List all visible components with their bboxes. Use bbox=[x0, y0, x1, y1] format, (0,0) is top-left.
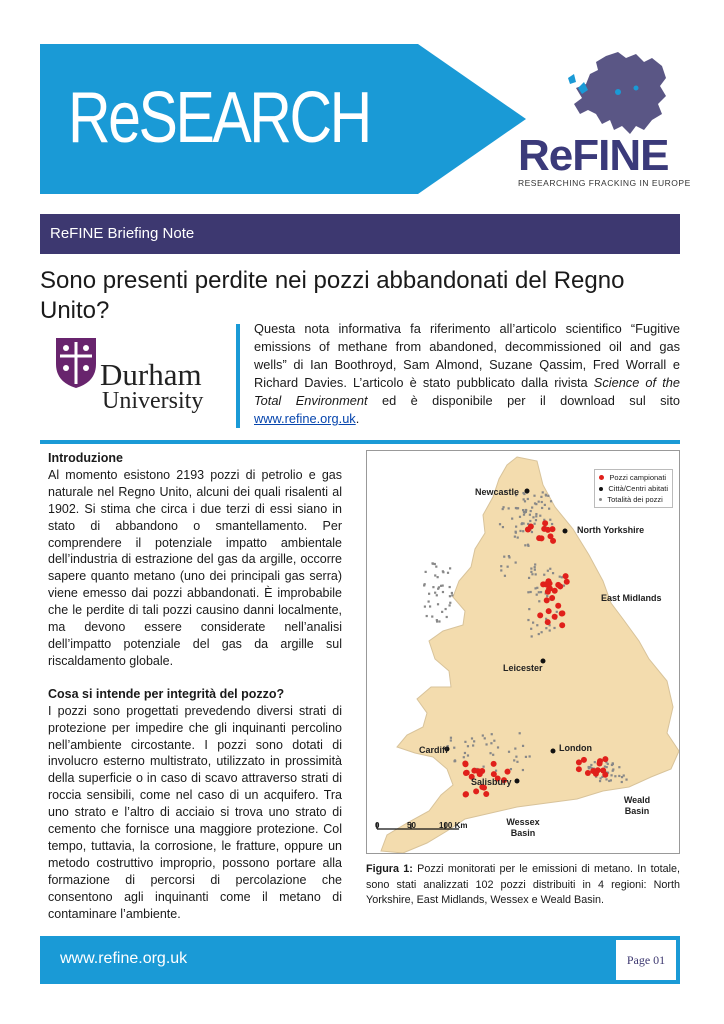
label-north-yorkshire: North Yorkshire bbox=[577, 525, 645, 535]
scale-100: 100 Km bbox=[439, 821, 468, 830]
intro-accent-bar bbox=[236, 324, 240, 428]
footer-bar bbox=[40, 936, 680, 984]
label-wessex-basin: Wessex Basin bbox=[506, 817, 540, 838]
banner-title: ReSEARCH bbox=[68, 78, 370, 158]
legend-towns: Città/Centri abitati bbox=[608, 484, 668, 493]
research-banner bbox=[40, 44, 526, 194]
caption-text: Pozzi monitorati per le emissioni di metano. In totale, sono stati analizzati 102 pozzi distribuiti in 4 regioni: North Yorkshire, East Midlands, Wessex e Weald Basin. bbox=[366, 863, 680, 906]
intro-paragraph bbox=[254, 320, 680, 428]
section-heading: Cosa si intende per integrità del pozzo? bbox=[48, 686, 285, 701]
durham-university-word: University bbox=[102, 388, 204, 414]
scale-50: 50 bbox=[407, 821, 416, 830]
label-weald-basin: Weald Basin bbox=[623, 795, 651, 816]
map-legend bbox=[594, 469, 673, 508]
section-body: I pozzi sono progettati prevedendo diversi strati di protezione per impedire che gli inquinanti percolino nell’ambiente circostante. I pozzi sono dotati di involucro esterno multistrato, utilizzato in prossimità della superficie o in caso di scavo attraverso strati di roccia sensibili, come nel caso di un acquifero. Tra uno strato e l’altro di acciaio si trova uno strato di cemento che fornisce una maggiore protezione. Col tempo, tuttavia, la corrosione, le fratture, oppure un metodo costruttivo improprio, possono portare alla formazione di percorsi di percolazione che consentono agli inquinanti come il metano di contaminare l’ambiente. bbox=[48, 703, 342, 921]
section-body: Al momento esistono 2193 pozzi di petrolio e gas naturale nel Regno Unito, alcuni dei quali risalenti al 1902. Si stima che circa i due terzi di essi siano in stato di abbandono o smantellamento. Per comprendere il potenziale impatto ambientale dell’industria di estrazione del gas da argille, occorre sapere quanto metano (uno dei principali gas serra) viene emesso dai pozzi abbandonati. È improbabile che le perdite di tali pozzi causino danni localmente, ma devono essere considerate nell’analisi dell’impatto potenziale del gas da argille sul riscaldamento globale. bbox=[48, 467, 342, 668]
page-title: Sono presenti perdite nei pozzi abbandonati del Regno Unito? bbox=[40, 267, 625, 324]
refine-website-link[interactable]: www.refine.org.uk bbox=[254, 411, 356, 426]
intro-text-2: ed è disponibile per il download sul sito bbox=[367, 393, 680, 408]
europe-map-logo-icon bbox=[566, 48, 676, 138]
map-scale-bar bbox=[375, 821, 485, 831]
label-london: London bbox=[559, 743, 592, 753]
refine-logo-subtitle: RESEARCHING FRACKING IN EUROPE bbox=[518, 178, 691, 188]
body-column bbox=[48, 450, 342, 938]
intro-period: . bbox=[355, 411, 360, 426]
caption-label: Figura 1: bbox=[366, 863, 413, 875]
legend-sampled: Pozzi campionati bbox=[609, 473, 667, 482]
england-wales-map bbox=[367, 451, 680, 854]
intro-text: Questa nota informativa fa riferimento all’articolo scientifico “Fugitive emissions of methane from abandoned, decommissioned oil and gas wells” di Ian Boothroyd, Sam Almond, Suzane Qassim, Fred Worrall e Richard Davies. L’articolo è stato pubblicato dalla rivista bbox=[254, 321, 680, 390]
figure-caption bbox=[366, 862, 680, 909]
legend-all-wells: Totalità dei pozzi bbox=[607, 495, 663, 504]
label-east-midlands: East Midlands bbox=[601, 593, 662, 603]
journal-name: Science of the Total Environment bbox=[254, 375, 680, 408]
durham-shield-icon bbox=[56, 338, 96, 388]
label-leicester: Leicester bbox=[503, 663, 543, 673]
label-salisbury: Salisbury bbox=[471, 777, 512, 787]
page-number: Page 01 bbox=[616, 940, 676, 980]
label-cardiff: Cardiff bbox=[419, 745, 448, 755]
briefing-note-bar: ReFINE Briefing Note bbox=[40, 214, 680, 254]
wells-map-figure bbox=[366, 450, 680, 854]
durham-name: Durham bbox=[100, 357, 202, 392]
label-newcastle: Newcastle bbox=[475, 487, 520, 497]
refine-logo-text: ReFINE bbox=[518, 131, 669, 180]
section-heading: Introduzione bbox=[48, 451, 123, 465]
section-divider bbox=[40, 440, 680, 444]
durham-university-logo bbox=[56, 338, 226, 414]
scale-0: 0 bbox=[375, 821, 380, 830]
footer-url[interactable]: www.refine.org.uk bbox=[60, 950, 188, 967]
